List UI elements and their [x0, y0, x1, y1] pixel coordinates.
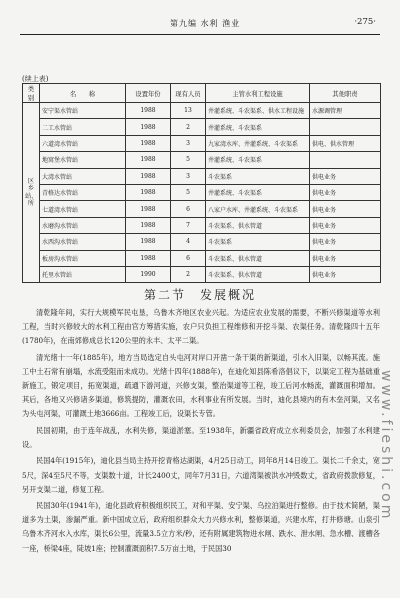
page-number: ·275· — [354, 17, 376, 27]
table-row — [23, 201, 381, 217]
facility-cell: 九家湾水库、井灌系统、斗农渠系 — [206, 135, 310, 151]
staff-count: 6 — [171, 201, 206, 217]
col-header-category: 类别 — [23, 84, 40, 103]
station-name: 青格达水管站 — [40, 184, 126, 200]
facility-cell: 八家户水库、井灌系统、斗农渠系 — [206, 201, 310, 217]
other-duty: 供电业务 — [310, 266, 381, 282]
facility-cell: 井灌系统、斗农渠系、供水工程设施 — [206, 103, 310, 119]
setup-year: 1988 — [126, 250, 171, 266]
facility-cell: 斗农渠系、供水管道 — [206, 250, 310, 266]
staff-count: 13 — [171, 103, 206, 119]
staff-count: 3 — [171, 135, 206, 151]
water-management-table — [22, 83, 381, 283]
table-row — [23, 135, 381, 151]
other-duty: 供电业务 — [310, 201, 381, 217]
paragraph: 民国30年(1941年)，迪化县政府积极组织民工，对和平渠、安宁渠、乌拉泊渠进行整修。由于技术简陋，渠道多为土渠，渗漏严重。新中国成立后，政府组织群众大力兴修水利，整修渠道，兴建水库，打井修塘。山泉引乌鲁木齐河水入水库，渠长6公里，流量3.5立方米/秒，还有附属建筑物进水闸、跌水、泄水闸、急水槽、渡槽各一座，桥梁4座，陡坡1座；控制灌溉面积7.5万亩土地，于民国30 — [22, 501, 380, 553]
setup-year: 1988 — [126, 201, 171, 217]
facility-cell: 井灌系统、斗农渠系 — [206, 119, 310, 135]
section-title: 第二节 发展概况 — [143, 288, 256, 302]
other-duty: 供电业务 — [310, 217, 381, 233]
setup-year: 1990 — [126, 266, 171, 282]
staff-count: 6 — [171, 250, 206, 266]
other-duty: 水源调管理 — [310, 103, 381, 119]
other-duty: 供电业务 — [310, 184, 381, 200]
watermark-text: www.fieshi.com — [378, 370, 394, 522]
station-name: 托里水管站 — [40, 266, 126, 282]
header-title: 第九编 水利 渔业 — [170, 19, 241, 28]
table-row — [23, 103, 381, 119]
facility-cell: 斗农渠系 — [206, 168, 310, 184]
table-header-row — [23, 84, 381, 103]
paragraph: 民国4年(1915年)，迪化县当局主持开挖青格达湖渠，4月25日动工，同年8月14日竣工。渠长二千余丈，宽5尺，深4至5尺不等，支渠数十道，计长2400丈，同年7月31日，六道湾渠被洪水冲毁数丈，省政府拨款修复，另开支渠二道，修复工程。 — [22, 456, 380, 494]
table-row — [23, 152, 381, 168]
body-text — [22, 306, 380, 558]
station-name: 水磨沟水管站 — [40, 217, 126, 233]
station-name: 七道湾水管站 — [40, 201, 126, 217]
col-header-facility: 主管水利工程设施 — [206, 84, 310, 103]
facility-cell: 斗农渠系、供水管道 — [206, 217, 310, 233]
setup-year: 1988 — [126, 184, 171, 200]
staff-count: 2 — [171, 119, 206, 135]
staff-count: 2 — [171, 266, 206, 282]
setup-year: 1988 — [126, 152, 171, 168]
table-row — [23, 168, 381, 184]
staff-count: 3 — [171, 168, 206, 184]
table-row — [23, 217, 381, 233]
col-header-staff: 现有人员 — [171, 84, 206, 103]
col-header-name: 名 称 — [40, 84, 126, 103]
setup-year: 1988 — [126, 217, 171, 233]
station-name: 二工水管站 — [40, 119, 126, 135]
facility-cell: 井灌系统、斗农渠系 — [206, 152, 310, 168]
category-cell: 区乡站、所 — [23, 103, 40, 283]
paragraph: 清光绪十一年(1885年)，地方当局选定自头屯河对岸口开凿一条干渠的新渠道，引水入旧渠，以畅其流。施工中土石常有崩塌，水流受阻而未成功。光绪十四年(1888年)，在迪化知县陈希洛倡议下，以渠定工程为基础重新施工，锻定项目，拓宽渠道，疏通下游河道，兴修支渠，整治渠道等工程，竣工后河水畅流，灌溉面积增加。其后，各地又兴修诸多渠道，修筑提防，灌溉农田，水利事业有所发展。当时，迪化县境内的有木垒河渠，又名为头屯河渠，可灌溉土地3666亩。工程竣工后，设渠长专管。 — [22, 352, 380, 419]
col-header-other: 其他职责 — [310, 84, 381, 103]
station-name: 六道湾水管站 — [40, 135, 126, 151]
other-duty — [310, 119, 381, 135]
col-header-year: 设置年份 — [126, 84, 171, 103]
setup-year: 1988 — [126, 119, 171, 135]
table-row — [23, 250, 381, 266]
staff-count: 5 — [171, 152, 206, 168]
other-duty: 供电业务 — [310, 250, 381, 266]
facility-cell: 斗农渠系、供水管道 — [206, 266, 310, 282]
table-row — [23, 184, 381, 200]
setup-year: 1988 — [126, 135, 171, 151]
other-duty: 供电、供水管理 — [310, 135, 381, 151]
station-name: 水西沟水管站 — [40, 234, 126, 250]
facility-cell: 井灌系统、斗农渠系 — [206, 184, 310, 200]
station-name: 板房沟水管站 — [40, 250, 126, 266]
table-row — [23, 234, 381, 250]
setup-year: 1988 — [126, 168, 171, 184]
station-name: 地窝堡水管站 — [40, 152, 126, 168]
other-duty — [310, 152, 381, 168]
paragraph: 清乾隆年间，实行大规模军民屯垦，乌鲁木齐地区农业兴起。为适应农业发展的需要，不断兴修渠道等水利工程，当时兴修较大的水利工程由官方筹措实施，农户只负担工程维修和开挖斗渠、农渠任务。清乾隆四十五年(1780年)，在南郊修成总长120公里的永丰、太平二渠。 — [22, 308, 380, 346]
table-continued-label: (续上表) — [22, 75, 49, 83]
station-name: 大湾水管站 — [40, 168, 126, 184]
staff-count: 5 — [171, 184, 206, 200]
station-name: 安宁渠水管站 — [40, 103, 126, 119]
other-duty: 供电业务 — [310, 168, 381, 184]
setup-year: 1988 — [126, 234, 171, 250]
staff-count: 7 — [171, 217, 206, 233]
table-row — [23, 119, 381, 135]
staff-count: 4 — [171, 234, 206, 250]
facility-cell: 斗农渠系 — [206, 234, 310, 250]
other-duty: 供电业务 — [310, 234, 381, 250]
paragraph: 民国初期，由于连年战乱，水利失修，渠道淤塞。至1938年，新疆省政府成立水利委员会，加强了水利建设。 — [22, 425, 380, 449]
table-row — [23, 266, 381, 282]
page-header — [20, 14, 380, 35]
setup-year: 1988 — [126, 103, 171, 119]
